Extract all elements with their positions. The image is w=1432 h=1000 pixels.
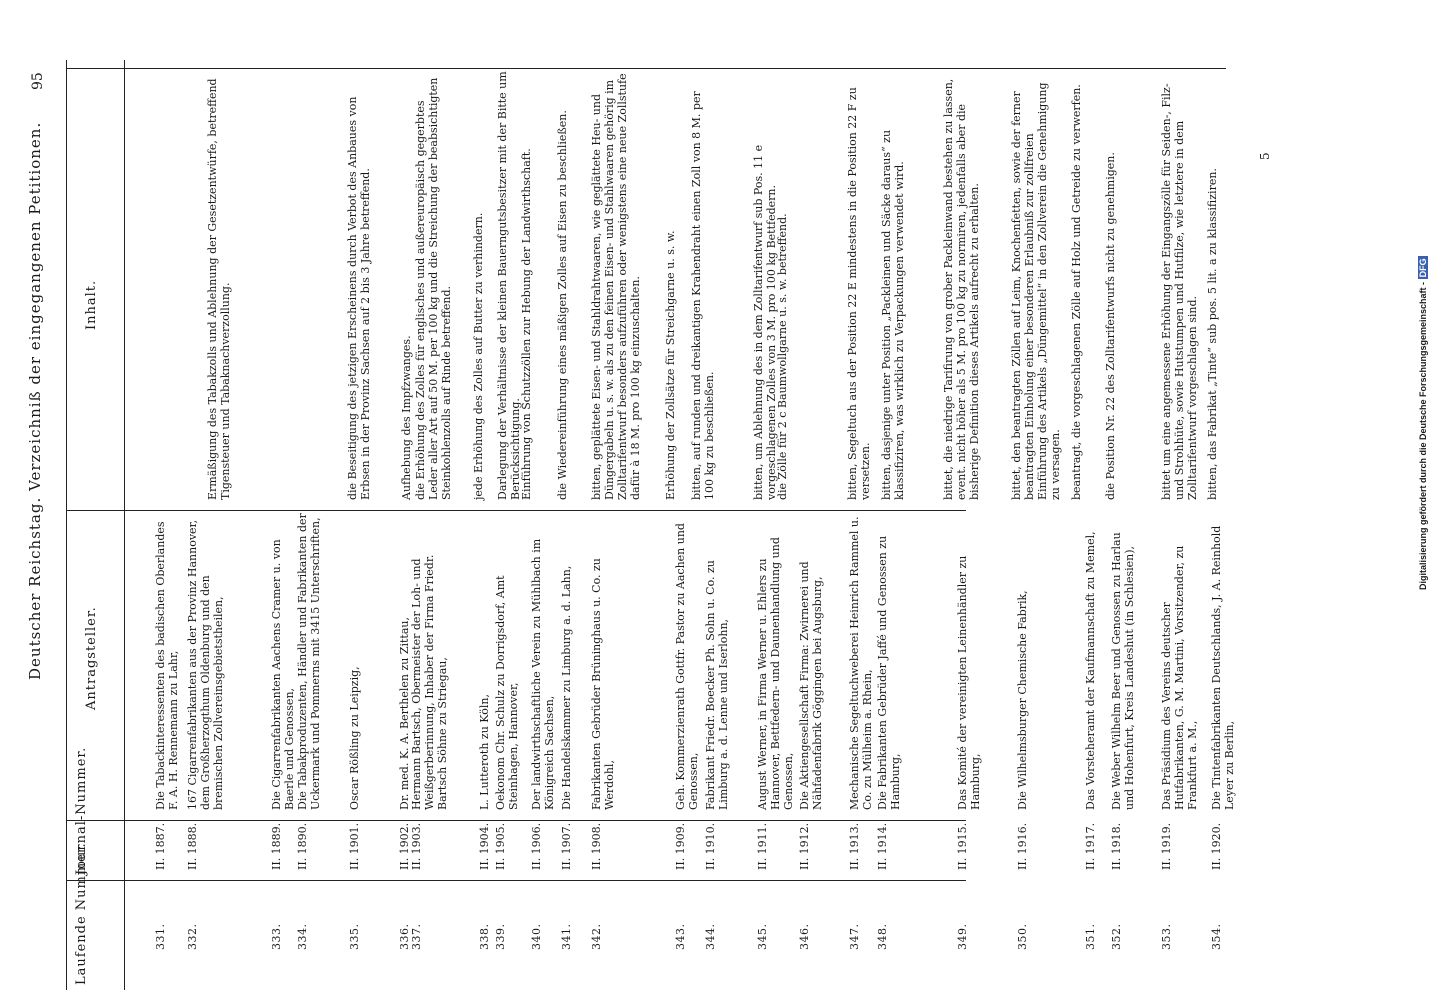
inhalt-entry: die Zölle für 2 c Baumwollgarne u. s. w. betreffend.: [776, 213, 789, 500]
journal-number: II. 1906.: [530, 822, 543, 870]
row-number: 342.: [590, 923, 603, 950]
journal-number: II. 1901.: [348, 822, 361, 870]
antragsteller-text: Die Handelskammer zu Limburg a. d. Lahn,: [560, 565, 573, 810]
row-number: 348.: [876, 923, 889, 950]
row-number: 340.: [530, 923, 543, 950]
journal-number: II. 1909.: [674, 822, 687, 870]
inhalt-entry: jede Erhöhung des Zolles auf Butter zu verhindern.: [472, 212, 485, 500]
antragsteller-text: 167 Cigarrenfabrikanten aus der Provinz Hannover, dem Großherzogthum Oldenburg und den bremischen Zollvereinsgebietstheilen,: [186, 519, 225, 810]
inhalt-entry: beantragt, die vorgeschlagenen Zölle auf Holz und Getreide zu verwerfen.: [1070, 84, 1083, 500]
journal-number: II. 1917.: [1084, 822, 1097, 870]
journal-number: II. 1908.: [590, 822, 603, 870]
table-rule-header: [124, 60, 125, 990]
row-number: 353.: [1160, 923, 1173, 950]
row-number: 334.: [296, 923, 309, 950]
digitization-text: Digitalisierung gefördert durch die Deutsche Forschungsgemeinschaft -: [1418, 281, 1428, 590]
antragsteller-text: August Werner, in Firma Werner u. Ehlers zu Hannover, Bettfedern- und Daunenhandlung und Genossen,: [756, 537, 795, 810]
antragsteller-text: Die Wilhelmsburger Chemische Fabrik,: [1016, 590, 1029, 810]
antragsteller-text: Die Aktiengesellschaft Firma: Zwirnerei und Nähfadenfabrik Göggingen bei Augsburg,: [798, 561, 824, 810]
inhalt-entry: Ermäßigung des Tabakzolls und Ablehnung der Gesetzentwürfe, betreffend Tigensteuer und Tabaknachverzollung.: [206, 78, 232, 500]
col-divider-4: [66, 68, 1226, 69]
inhalt-entry: die Erhöhung des Zolles für englisches und außereuropäisch gegerbtes Leder aller Art auf 50 M. per 100 kg und die Streichung der beabsichtigten Steinkohlenzolls auf Rinde betreffend.: [414, 77, 453, 500]
journal-number: II. 1916.: [1016, 822, 1029, 870]
journal-number: II. 1907.: [560, 822, 573, 870]
row-number: 354.: [1210, 923, 1223, 950]
inhalt-entry: die Beseitigung des jetzigen Erscheinens durch Verbot des Anbaues von Erbsen in der Provinz Sachsen auf 2 bis 3 Jahre betreffend.: [346, 96, 372, 500]
inhalt-entry: bittet um eine angemessene Erhöhung der Eingangszölle für Seiden-, Filz- und Strohhüte, sowie Hutstumpen und Hutfilze, wie letztere in dem Zolltarifentwurf vorgeschlagen sind.: [1160, 83, 1199, 500]
antragsteller-text: Oekonom Chr. Schulz zu Dorrigsdorf, Amt Steinhagen, Hannover,: [494, 575, 520, 810]
inhalt-entry: die Position Nr. 22 des Zolltarifentwurfs nicht zu genehmigen.: [1104, 152, 1117, 500]
journal-number: II. 1919.: [1160, 822, 1173, 870]
journal-number: II. 1905.: [494, 822, 507, 870]
row-number: 343.: [674, 923, 687, 950]
journal-number: II. 1903.: [410, 822, 423, 870]
inhalt-entry: bitten, das Fabrikat „Tinte“ sub pos. 5 lit. a zu klassifiziren.: [1206, 168, 1219, 500]
row-number: 351.: [1084, 923, 1097, 950]
col-divider-1: [66, 880, 966, 881]
inhalt-entry: bitten, Segeltuch aus der Position 22 E mindestens in die Position 22 F zu versetzen.: [846, 87, 872, 500]
page-title: Deutscher Reichstag. Verzeichniß der eingegangenen Petitionen.: [26, 121, 44, 680]
row-number: 349.: [956, 923, 969, 950]
row-number: 336.: [398, 923, 411, 950]
row-number: 335.: [348, 923, 361, 950]
antragsteller-text: Das Komité der vereinigten Leinenhändler zu Hamburg,: [956, 555, 982, 810]
row-number: 352.: [1110, 923, 1123, 950]
antragsteller-text: Mechanische Segeltuchweberei Heinrich Rammel u. Co. zu Mülheim a. Rhein,: [848, 516, 874, 810]
antragsteller-text: Die Fabrikanten Gebrüder Jaffé und Genossen zu Hamburg,: [876, 535, 902, 810]
journal-number: II. 1910.: [704, 822, 717, 870]
header-inhalt: Inhalt.: [84, 279, 99, 330]
journal-number: II. 1890.: [296, 822, 309, 870]
journal-number: II. 1918.: [1110, 822, 1123, 870]
digitization-note: [1418, 256, 1428, 590]
page-number: 95: [30, 72, 46, 90]
inhalt-entry: bitten, dasjenige unter Position „Packleinen und Säcke daraus“ zu klassifiziren, was wirklich zu Verpackungen verwendet wird.: [880, 129, 906, 500]
inhalt-entry: bitten, um Ablehnung des in dem Zolltarifentwurf sub Pos. 11 e vorgeschlagenen Zolles von 3 M. pro 100 kg Bettfedern.: [752, 144, 778, 500]
antragsteller-text: Geh. Kommerzienrath Gottfr. Pastor zu Aachen und Genossen,: [674, 523, 700, 810]
inhalt-entry: die Wiedereinführung eines mäßigen Zolles auf Eisen zu beschließen.: [556, 110, 569, 500]
row-number: 333.: [270, 923, 283, 950]
antragsteller-text: Fabrikanten Gebrüder Brüninghaus u. Co. zu Werdohl,: [590, 558, 616, 810]
footer-mark: 5: [1258, 152, 1272, 160]
journal-number: II. 1904.: [478, 822, 491, 870]
antragsteller-text: Hermann Bartsch, Obermeister der Loh- und Weißgerberinnung, Inhaber der Firma Friedr. Bartsch Söhne zu Striegau,: [410, 554, 449, 810]
inhalt-entry: bitten, auf runden und dreikantigen Krahendraht einen Zoll von 8 M. per 100 kg zu beschließen.: [690, 91, 716, 500]
inhalt-entry: bittet, den beantragten Zöllen auf Leim, Knochenfetten, sowie der ferner beantragten Einholung einer besonderen Erlaubniß zur zollfreien Einführung des Artikels „Düngemittel“ in den Zollverein die Genehmigung zu versagen.: [1010, 82, 1062, 500]
antragsteller-text: Das Präsidium des Vereins deutscher Hutfabrikanten, G. M. Martini, Vorsitzender, zu Frankfurt a. M.,: [1160, 545, 1199, 810]
journal-number: II. 1889.: [270, 822, 283, 870]
inhalt-entry: Erhöhung der Zollsätze für Streichgarne u. s. w.: [664, 230, 677, 500]
row-number: 338.: [478, 923, 491, 950]
antragsteller-text: Die Tabakproduzenten, Händler und Fabrikanten der Uckermark und Pommerns mit 3415 Unterschriften,: [296, 513, 322, 810]
journal-number: II. 1902.: [398, 822, 411, 870]
row-number: 347.: [848, 923, 861, 950]
journal-number: II. 1914.: [876, 822, 889, 870]
antragsteller-text: Das Vorsteheramt der Kaufmannschaft zu Memel,: [1084, 531, 1097, 810]
row-number: 337.: [410, 923, 423, 950]
inhalt-entry: bitten, geplättete Eisen- und Stahldrahtwaaren, wie geglättete Heu- und Düngergabeln u. s. w. als zu den feinen Eisen- und Stahlwaaren gehörig im Zolltarifentwurf besonders aufzuführen oder wenigstens eine neue Zollstufe dafür à 18 M. pro 100 kg einzuschalten.: [590, 73, 642, 500]
row-number: 341.: [560, 923, 573, 950]
col-divider-2: [66, 820, 966, 821]
table-rule-top: [66, 60, 67, 990]
row-number: 331.: [154, 923, 167, 950]
header-journal: Journal-Nummer.: [74, 746, 89, 875]
header-laufende: Laufende Nummer.: [74, 842, 89, 985]
journal-number: II. 1920.: [1210, 822, 1223, 870]
journal-number: II. 1888.: [186, 822, 199, 870]
row-number: 344.: [704, 923, 717, 950]
journal-number: II. 1911.: [756, 822, 769, 870]
inhalt-entry: Einführung von Schutzzöllen zur Hebung der Landwirthschaft.: [520, 148, 533, 500]
antragsteller-text: Die Tintenfabrikanten Deutschlands, J. A. Reinhold Leyer zu Berlin,: [1210, 525, 1236, 810]
inhalt-entry: bittet, die niedrige Tarifirung von grober Packleinwand bestehen zu lassen, event. nicht höher als 5 M. pro 100 kg zu normiren, jedenfalls aber die bisherige Definition dieses Artikels aufrecht zu erhalten.: [942, 78, 981, 500]
row-number: 346.: [798, 923, 811, 950]
journal-number: II. 1912.: [798, 822, 811, 870]
inhalt-entry: Darlegung der Verhältnisse der kleinen Bauerngutsbesitzer mit der Bitte um Berücksichtigung.: [496, 71, 522, 500]
antragsteller-text: Dr. med. K. A. Berthelen zu Zittau,: [398, 617, 411, 810]
row-number: 350.: [1016, 923, 1029, 950]
antragsteller-text: Die Tabackinteressenten des badischen Oberlandes F. A. H. Rennemann zu Lahr,: [154, 521, 180, 810]
antragsteller-text: Der landwirthschaftliche Verein zu Mühlbach im Königreich Sachsen,: [530, 538, 556, 810]
row-number: 339.: [494, 923, 507, 950]
journal-number: II. 1915.: [956, 822, 969, 870]
antragsteller-text: Oscar Rößling zu Leipzig,: [348, 666, 361, 810]
header-antragsteller: Antragsteller.: [84, 606, 99, 710]
row-number: 332.: [186, 923, 199, 950]
journal-number: II. 1887.: [154, 822, 167, 870]
antragsteller-text: L. Lutteroth zu Köln,: [478, 694, 491, 810]
antragsteller-text: Die Weber Wilhelm Beer und Genossen zu Harlau und Hohenfurt, Kreis Landeshut (in Schlesien),: [1110, 532, 1136, 810]
row-number: 345.: [756, 923, 769, 950]
journal-number: II. 1913.: [848, 822, 861, 870]
antragsteller-text: Fabrikant Friedr. Boecker Ph. Sohn u. Co. zu Limburg a. d. Lenne und Iserlohn,: [704, 560, 730, 810]
antragsteller-text: Die Cigarrenfabrikanten Aachens Cramer u. von Baerle und Genossen,: [270, 539, 296, 810]
dfg-logo: DFG: [1418, 258, 1428, 278]
inhalt-entry: Aufhebung des Impfzwanges.: [400, 335, 413, 500]
